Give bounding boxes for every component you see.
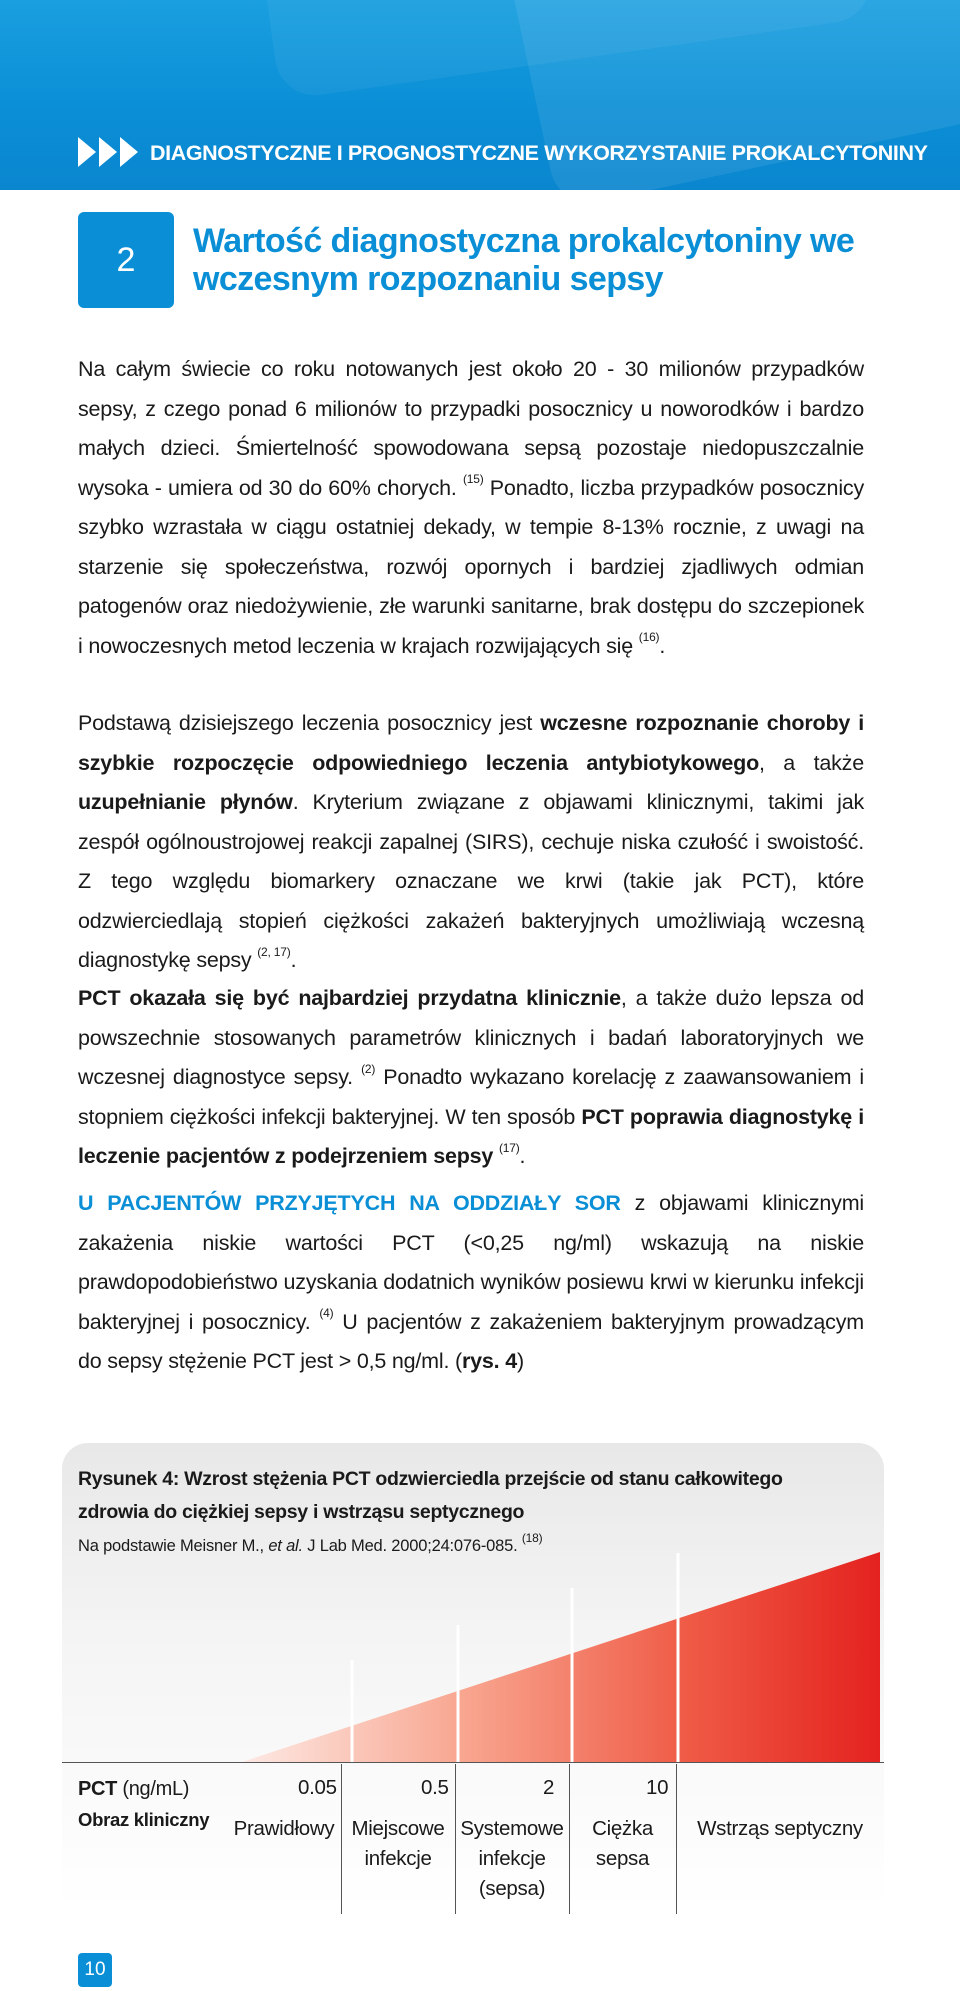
text-run: et al. — [268, 1537, 303, 1555]
text-run: . — [659, 633, 666, 658]
section-title-line: wczesnym rozpoznaniu sepsy — [193, 260, 663, 298]
threshold-value: 10 — [646, 1776, 669, 1799]
text-run: , a także — [759, 750, 864, 775]
bold-text: wczesne rozpoznanie choroby i szybkie rozpoczęcie odpowiedniego leczenia antybiotykowego — [78, 711, 864, 775]
text-run: Ponadto, liczba przypadków posocznicy szybko wzrastała w ciągu ostatniej dekady, w tempie 8-13% rocznie, z uwagi na starzenie się społeczeństwa, rozwój opornych i bardziej zjadliwych odmian patogenów oraz niedożywienie, złe warunki sanitarne, brak dostępu do szczepionek i nowoczesnych metod leczenia w krajach rozwijających się — [78, 475, 864, 658]
chapter-title: DIAGNOSTYCZNE I PROGNOSTYCZNE WYKORZYSTANIE PROKALCYTONINY — [150, 141, 928, 165]
wedge-shape — [242, 1552, 880, 1762]
stage-line: infekcje — [364, 1847, 432, 1870]
figure-source — [78, 1530, 543, 1556]
table-top-line — [62, 1762, 884, 1763]
section-title-line: Wartość diagnostyczna prokalcytoniny we — [193, 222, 855, 260]
reference: (4) — [319, 1306, 334, 1321]
text-run: . Kryterium związane z objawami klinicznymi, takimi jak zespół ogólnoustrojowej reakcji zapalnej (SIRS), cechuje niska czułość i swoistość. Z tego względu biomarkery oznaczane we krwi (takie jak PCT), które odzwierciedlają stopień ciężkości zakażeń bakteryjnych umożliwiają wczesną diagnostykę sepsy — [78, 790, 864, 972]
stage-line: (sepsa) — [478, 1877, 546, 1900]
pct-row-label — [78, 1778, 189, 1801]
text-run: Podstawą dzisiejszego leczenia posocznicy jest — [78, 711, 541, 735]
paragraph-4 — [78, 1184, 864, 1382]
stage-line: Ciężka — [592, 1817, 653, 1840]
threshold-value: 0.05 — [298, 1776, 337, 1799]
reference: (2, 17) — [257, 944, 291, 959]
text-run: PCT — [78, 1778, 118, 1800]
figure-title: Rysunek 4: Wzrost stężenia PCT odzwierciedla przejście od stanu całkowitego zdrowia do ciężkiej sepsy i wstrząsu septycznego — [78, 1468, 783, 1523]
bold-text: PCT poprawia diagnostykę i leczenie pacjentów z podejrzeniem sepsy — [78, 1104, 864, 1168]
stage-cell — [677, 1814, 883, 1844]
text-run: Na podstawie Meisner M., — [78, 1537, 269, 1555]
bold-text: PCT okazała się być najbardziej przydatna klinicznie — [78, 986, 621, 1010]
stage-cell — [570, 1814, 675, 1874]
section-number-badge: 2 — [78, 212, 174, 308]
stage-cell — [228, 1814, 340, 1844]
obraz-row-label: Obraz kliniczny — [78, 1809, 210, 1830]
stage-cell — [456, 1814, 568, 1904]
stage-line: Prawidłowy — [233, 1817, 335, 1840]
text-run: . — [519, 1144, 526, 1168]
stage-cell — [342, 1814, 454, 1874]
text-run: (ng/mL) — [117, 1778, 190, 1800]
text-run: . — [290, 948, 297, 972]
stage-line: Systemowe — [460, 1817, 564, 1840]
reference: (15) — [462, 472, 484, 487]
text-run: , a także dużo lepsza od powszechnie stosowanych parametrów klinicznych i badań laboratoryjnych we wczesnej diagnostyce sepsy. — [78, 986, 865, 1089]
text-run: ) — [516, 1349, 524, 1373]
bold-text: rys. 4 — [461, 1349, 517, 1373]
threshold-value: 2 — [543, 1776, 555, 1799]
reference: (16) — [638, 630, 660, 645]
paragraph-2 — [78, 704, 864, 981]
stage-line: Wstrząs septyczny — [697, 1817, 863, 1840]
page-number: 10 — [78, 1953, 112, 1987]
text-run: U pacjentów z zakażeniem bakteryjnym prowadzącym do sepsy stężenie PCT jest > 0,5 ng/ml. ( — [78, 1309, 864, 1373]
text-run: J Lab Med. 2000;24:076-085. — [302, 1537, 518, 1555]
paragraph-3 — [78, 979, 864, 1177]
triple-arrow-icon — [78, 137, 138, 167]
text-run: Ponadto wykazano korelację z zaawansowaniem i stopniem ciężkości infekcji bakteryjnej. W ten sposób — [78, 1065, 864, 1129]
bold-text: uzupełnianie płynów — [78, 790, 293, 814]
stage-line: sepsa — [595, 1847, 650, 1870]
reference: (17) — [498, 1140, 520, 1155]
section-title — [193, 222, 893, 298]
threshold-value: 0.5 — [421, 1776, 449, 1799]
reference: (2) — [361, 1061, 376, 1076]
stage-line: infekcje — [478, 1847, 546, 1870]
text-run: z objawami klinicznymi zakażenia niskie wartości PCT (<0,25 ng/ml) wskazują na niskie prawdopodobieństwo uzyskania dodatnich wyników posiewu krwi w kierunku infekcji bakteryjnej i posocznicy. — [78, 1191, 864, 1334]
reference: (18) — [521, 1530, 543, 1545]
paragraph-1 — [78, 350, 864, 666]
stage-line: Miejscowe — [351, 1817, 445, 1840]
text-run: Na całym świecie co roku notowanych jest około 20 - 30 milionów przypadków sepsy, z czego ponad 6 milionów to przypadki posocznicy u noworodków i bardzo małych dzieci. Śmiertelność spowodowana sepsą pozostaje niedopuszczalnie wysoka - umiera od 30 do 60% chorych. — [78, 357, 864, 500]
highlight-text: U PACJENTÓW PRZYJĘTYCH NA ODDZIAŁY SOR — [78, 1191, 621, 1215]
